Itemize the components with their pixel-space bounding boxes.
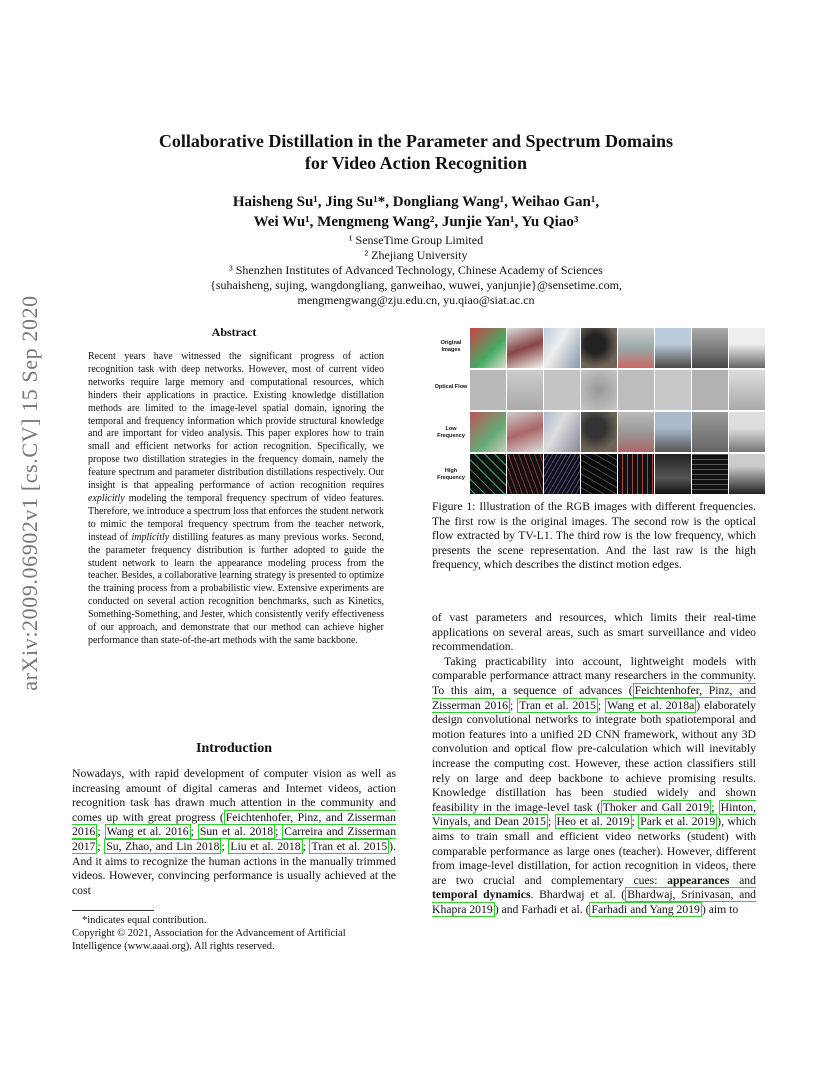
- arxiv-identifier: arXiv:2009.06902v1 [cs.CV] 15 Sep 2020: [17, 295, 42, 691]
- image-original-8: [729, 328, 765, 368]
- affiliations: [100, 233, 732, 308]
- affiliation-3: ³ Shenzhen Institutes of Advanced Technology, Chinese Academy of Sciences: [229, 263, 603, 277]
- footnote-divider: [72, 910, 154, 911]
- figure-caption: Figure 1: Illustration of the RGB images with different frequencies. The first row is the original images. The second row is the optical flow extracted by TV-L1. The third row is the low frequency, which presents the scene representation. And the last raw is the high frequency, which describes the distinct motion edges.: [432, 500, 756, 572]
- paper-title: [100, 130, 732, 174]
- row-label-flow: Optical Flow: [434, 384, 468, 390]
- image-low-6: [655, 412, 691, 452]
- image-flow-3: [544, 370, 580, 410]
- citation-link[interactable]: Tran et al. 2015: [311, 839, 388, 853]
- image-high-1: [470, 454, 506, 494]
- arxiv-sidebar: [6, 288, 54, 698]
- image-flow-8: [729, 370, 765, 410]
- citation-link[interactable]: Heo et al. 2019: [556, 815, 630, 829]
- citation-link[interactable]: Su, Zhao, and Lin 2018: [106, 839, 220, 853]
- citation-link[interactable]: Hinton, Vinyals, and Dean 2015: [432, 800, 757, 829]
- image-original-5: [618, 328, 654, 368]
- image-high-5: [618, 454, 654, 494]
- image-original-6: [655, 328, 691, 368]
- image-original-2: [507, 328, 543, 368]
- image-original-1: [470, 328, 506, 368]
- abstract-heading: Abstract: [211, 325, 257, 339]
- citation-link[interactable]: Feichtenhofer, Pinz, and Zisserman 2016: [72, 810, 396, 839]
- image-high-3: [544, 454, 580, 494]
- introduction-body: Nowadays, with rapid development of computer vision as well as increasing amount of digital cameras and Internet videos, action recognition task has drawn much attention in the community and comes up with great progress ( Feichtenhofer, Pinz, and Zisserman 2016 ; Wang et al. 2016 ; Sun et al. 2018 ; Carreira and Zisserman 2017 ; Su, Zhao, and Lin 2018 ; Liu et al. 2018 ; Tran et al. 2015 ). And it aims to recognize the human actions in the manually trimmed videos. However, convincing performance is usually achieved at the cost: [72, 767, 397, 897]
- row-label-high: High Frequency: [437, 468, 465, 481]
- right-column-body: [432, 611, 756, 917]
- citation-link[interactable]: Wang et al. 2016: [106, 825, 189, 839]
- citation-link[interactable]: Bhardwaj, Srinivasan, and Khapra 2019: [432, 888, 757, 916]
- image-flow-2: [507, 370, 543, 410]
- image-original-3: [544, 328, 580, 368]
- image-low-4: [581, 412, 617, 452]
- footnotes: [72, 914, 396, 953]
- author-list: [100, 192, 732, 232]
- title-line-1: Collaborative Distillation in the Parameter and Spectrum Domains: [158, 131, 674, 151]
- image-high-8: [729, 454, 765, 494]
- row-label-low: Low Frequency: [437, 426, 465, 439]
- image-high-2: [507, 454, 543, 494]
- image-flow-6: [655, 370, 691, 410]
- authors-line-1: Haisheng Su¹, Jing Su¹*, Dongliang Wang¹, Weihao Gan¹,: [232, 194, 600, 210]
- abstract-body: Recent years have witnessed the significant progress of action recognition task with deep networks. However, most of current video networks require large memory and computational resources, which hinders their applications in practice. Existing knowledge distillation methods are limited to the image-level spatial domain, ignoring the temporal and frequency information which provide structural knowledge and are important for video analysis. This paper explores how to train small and efficient networks for action recognition. Specifically, we propose two distillation strategies in the frequency domain, namely the feature spectrum and parameter distribution distillations respectively. Our insight is that appealing performance of action recognition requires explicitly modeling the temporal frequency spectrum of video features. Therefore, we introduce a spectrum loss that enforces the student network to mimic the temporal frequency spectrum from the teacher network, instead of implicitly distilling features as many previous works. Second, the parameter frequency distribution is further adopted to guide the student network to learn the appearance modeling process from the teacher. Besides, a collaborative learning strategy is presented to optimize the training process from a probabilistic view. Extensive experiments are conducted on several action recognition benchmarks, such as Kinetics, Something-Something, and Jester, which consistently verify effectiveness of our approach, and demonstrate that our method can achieve higher performance than state-of-the-art methods with the same backbone.: [88, 351, 385, 646]
- paragraph: Taking practicability into account, lightweight models with comparable performance attract many researchers in the community. To this aim, a sequence of advances ( Feichtenhofer, Pinz, and Zisserman 2016 ; Tran et al. 2015 ; Wang et al. 2018a ) elaborately design convolutional networks to integrate both spatiotemporal and motion features into a unified 2D CNN framework, without any 3D convolution and optical flow pre-calculation which will inevitably increase the computing cost. However, these action classifiers still rely on large and deep backbone to achieve promising results. Knowledge distillation has been studied widely and shown feasibility in the image-level task ( Thoker and Gall 2019 ; Hinton, Vinyals, and Dean 2015 ; Heo et al. 2019 ; Park et al. 2019 ), which aims to train small and efficient video networks (student) with comparable performance as large ones (teacher). However, different from image-level distillation, for action recognition in videos, there are two crucial and complementary cues: appearances and temporal dynamics. Bhardwaj et al. ( Bhardwaj, Srinivasan, and Khapra 2019 ) and Farhadi et al. ( Farhadi and Yang 2019 ) aim to: [432, 654, 757, 916]
- image-flow-4: [581, 370, 617, 410]
- citation-link[interactable]: Park et al. 2019: [640, 815, 716, 829]
- image-low-2: [507, 412, 543, 452]
- introduction-heading: Introduction: [196, 741, 272, 756]
- image-low-1: [470, 412, 506, 452]
- emails-line-2: mengmengwang@zju.edu.cn, yu.qiao@siat.ac.cn: [297, 293, 535, 307]
- figure-1: [432, 318, 756, 493]
- affiliation-1: ¹ SenseTime Group Limited: [348, 233, 484, 247]
- citation-link[interactable]: Carreira and Zisserman 2017: [72, 825, 397, 853]
- image-flow-1: [470, 370, 506, 410]
- citation-link[interactable]: Wang et al. 2018a: [607, 698, 695, 712]
- citation-link[interactable]: Thoker and Gall 2019: [602, 800, 710, 814]
- citation-link[interactable]: Tran et al. 2015: [519, 698, 596, 712]
- citation-link[interactable]: Sun et al. 2018: [199, 825, 274, 839]
- title-line-2: for Video Action Recognition: [304, 153, 528, 173]
- paragraph: of vast parameters and resources, which limits their real-time applications on several areas, such as smart surveillance and video recommendation.: [432, 611, 756, 654]
- image-original-4: [581, 328, 617, 368]
- citation-link[interactable]: Farhadi and Yang 2019: [591, 902, 700, 916]
- image-low-3: [544, 412, 580, 452]
- row-label-original: Original Images: [440, 340, 462, 353]
- emails-line-1: {suhaisheng, sujing, wangdongliang, ganweihao, wuwei, yanjunjie}@sensetime.com,: [210, 278, 622, 292]
- image-high-7: [692, 454, 728, 494]
- citation-link[interactable]: Liu et al. 2018: [230, 839, 301, 853]
- authors-line-2: Wei Wu¹, Mengmeng Wang², Junjie Yan¹, Yu Qiao³: [253, 214, 579, 230]
- image-high-6: [655, 454, 691, 494]
- image-flow-7: [692, 370, 728, 410]
- citation-link[interactable]: Feichtenhofer, Pinz, and Zisserman 2016: [432, 683, 756, 712]
- footnote-equal-contribution: *indicates equal contribution.: [82, 915, 207, 926]
- image-flow-5: [618, 370, 654, 410]
- image-low-8: [729, 412, 765, 452]
- image-low-7: [692, 412, 728, 452]
- copyright-notice: Copyright © 2021, Association for the Advancement of Artificial Intelligence (www.aaai.org). All rights reserved.: [72, 928, 346, 952]
- image-low-5: [618, 412, 654, 452]
- image-original-7: [692, 328, 728, 368]
- affiliation-2: ² Zhejiang University: [364, 248, 468, 262]
- image-high-4: [581, 454, 617, 494]
